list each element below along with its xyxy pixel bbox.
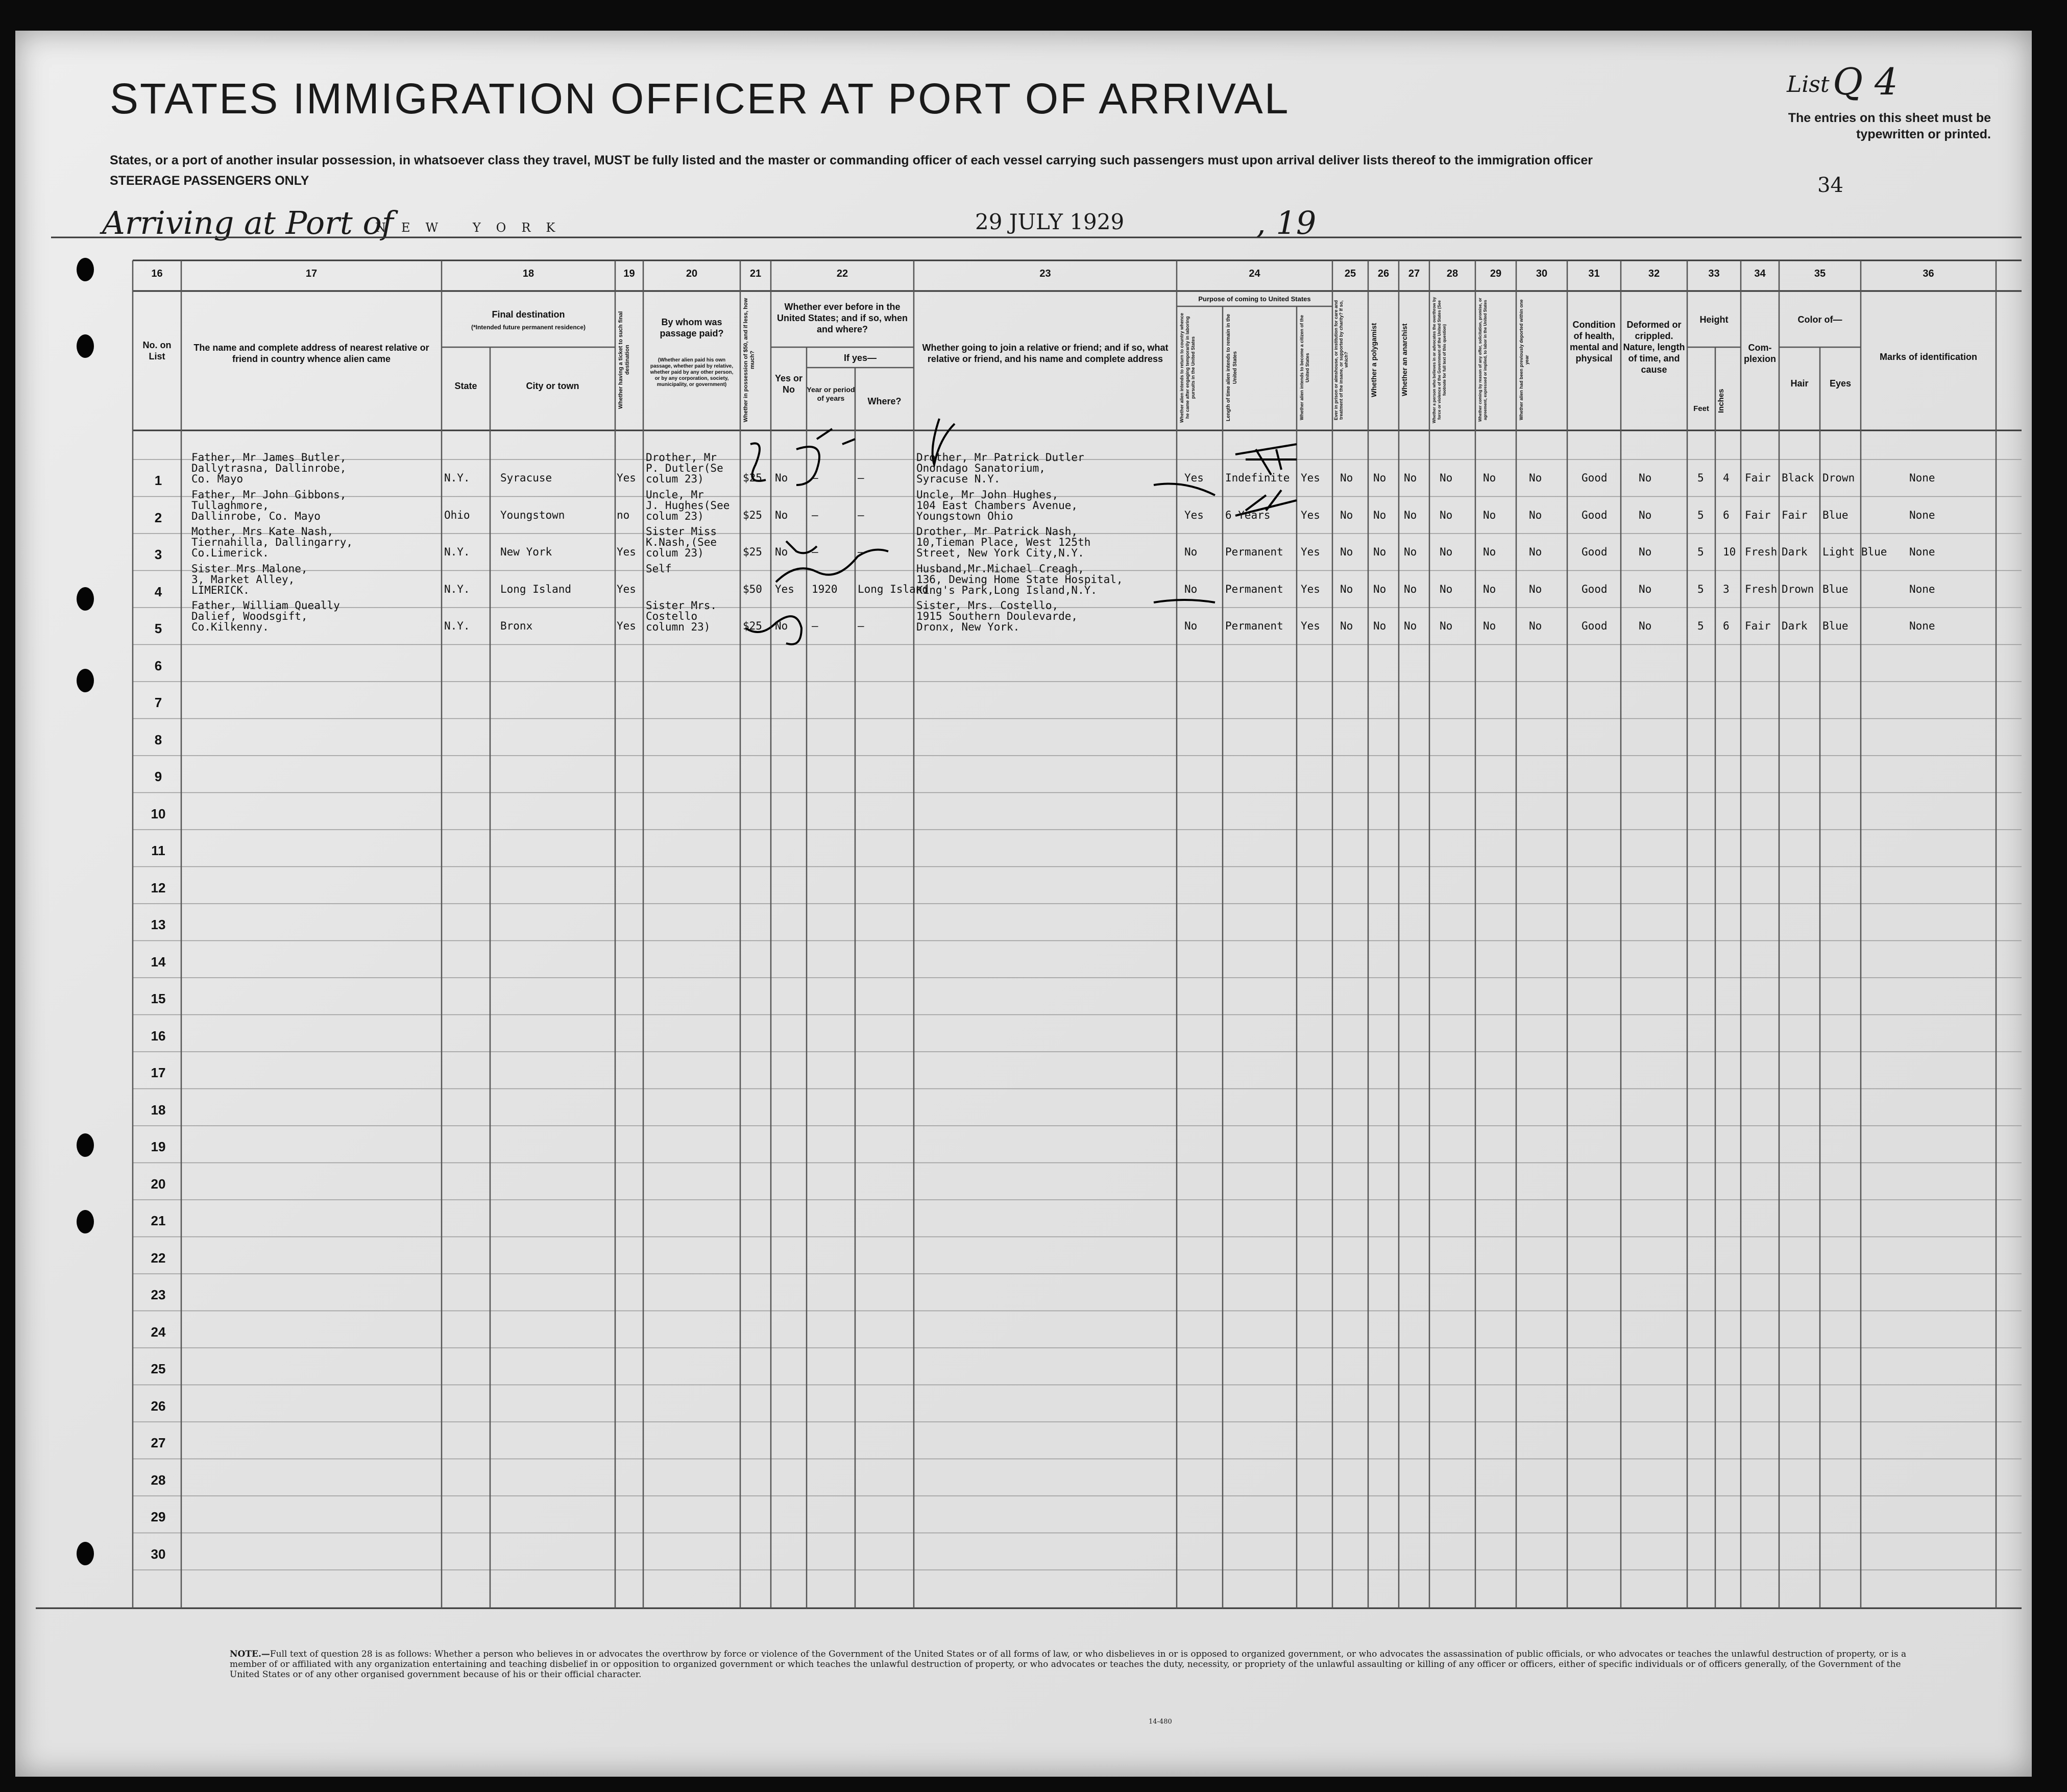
cell-relative: Co.Limerick. [191, 547, 269, 559]
handwritten-mark [776, 550, 888, 582]
cell-relative: Dallytrasna, Dallinrobe, [191, 462, 347, 474]
cell-before-where: — [858, 508, 864, 521]
header-state: State [454, 381, 477, 391]
cell-deported: No [1529, 546, 1542, 558]
form-title: STATES IMMIGRATION OFFICER AT PORT OF ARRIVAL [110, 75, 1290, 123]
cell-joining: Uncle, Mr John Hughes, [916, 488, 1059, 501]
cell-joining: Drother, Mr Patrick Dutler [916, 451, 1084, 464]
cell-inches: 10 [1723, 546, 1736, 558]
column-number: 32 [1648, 268, 1660, 279]
cell-marks: None [1909, 508, 1935, 521]
cell-hair: Black [1782, 472, 1814, 484]
cell-joining: Youngstown Ohio [916, 510, 1013, 522]
cell-deformed: No [1639, 583, 1652, 595]
cell-purpose-b: Permanent [1225, 620, 1283, 632]
header-passage-paid: By whom was passage paid? [660, 317, 724, 338]
footnote-text: Full text of question 28 is as follows: Whether a person who believes in or advocates the overthrow by force or violence of the Government of the United States or of all forms of law, or who disbelieves in or is opposed to organized government, or who advocates the assassination of public officials, or who advocates or teaches the unlawful destruction of property, or is a member of or affiliated with any organization entertaining and teaching disbelief in or opposition to organized government or which teaches the unlawful destruction of property, or who advocates or teaches the duty, necessity, or propriety of the unlawful assaulting or killing of any officer or officers, either of specific individuals or of officers generally, of the Government of the United States or of any other organised government because of his or their official character. [230, 1649, 1907, 1680]
cell-purpose-a: No [1184, 546, 1198, 558]
cell-feet: 5 [1697, 583, 1704, 595]
cell-joining: Dronx, New York. [916, 621, 1020, 633]
row-number: 28 [151, 1472, 166, 1488]
cell-eyes: Light Blue [1822, 546, 1887, 558]
cell-paid-by: Drother, Mr [646, 451, 717, 464]
row-number: 9 [154, 769, 162, 784]
cell-contract: No [1483, 546, 1496, 558]
cell-inches: 4 [1723, 472, 1730, 484]
header-city: City or town [526, 381, 579, 391]
row-number: 26 [151, 1398, 166, 1414]
cell-prison: No [1340, 583, 1353, 595]
header-ticket: Whether having a ticket to such final destination [618, 311, 630, 409]
cell-feet: 5 [1697, 620, 1704, 632]
row-number: 1 [154, 473, 162, 488]
cell-city: Bronx [500, 620, 533, 632]
cell-before: No [775, 508, 788, 521]
cell-citizen: Yes [1301, 508, 1320, 521]
header-anarchist: Whether an anarchist [1400, 323, 1408, 397]
cell-paid-by: J. Hughes(See [646, 499, 730, 512]
row-number: 20 [151, 1176, 166, 1192]
cell-before: Yes [775, 583, 794, 595]
column-number: 36 [1923, 268, 1934, 279]
cell-hair: Drown [1782, 583, 1814, 595]
row-number: 29 [151, 1509, 166, 1524]
header-purpose-a: Whether alien intends to return to country whence he came after engaging temporarily in laboring pursuits in the United States [1179, 312, 1196, 423]
cell-joining: Syracuse N.Y. [916, 473, 1001, 485]
header-citizen: Whether alien intends to become a citizen of the United States [1299, 314, 1310, 421]
row-number: 19 [151, 1139, 166, 1154]
cell-joining: 104 East Chambers Avenue, [916, 499, 1078, 512]
cell-before-where: — [858, 546, 864, 558]
cell-health: Good [1582, 583, 1608, 595]
cell-marks: None [1909, 620, 1935, 632]
cell-paid-by: Sister Miss [646, 525, 717, 538]
arrival-date: 29 JULY 1929 [975, 209, 1125, 234]
header-polygamist: Whether a polygamist [1370, 323, 1378, 397]
header-complexion: Com-plexion [1743, 343, 1776, 364]
cell-before: No [775, 620, 788, 632]
header-where: Where? [867, 396, 902, 406]
column-number: 18 [522, 268, 534, 279]
cell-health: Good [1582, 620, 1608, 632]
cell-citizen: Yes [1301, 546, 1320, 558]
header-purpose: Purpose of coming to United States [1198, 295, 1311, 303]
header-passage-paid-note: (Whether alien paid his own passage, whether paid by relative, whether paid by any other person, or by any corporation, society, municipality, or government) [650, 357, 734, 388]
cell-deformed: No [1639, 508, 1652, 521]
row-number: 5 [154, 621, 162, 636]
cell-before-where: — [858, 472, 864, 484]
row-number: 11 [151, 843, 165, 858]
cell-paid-by: K.Nash,(See [646, 536, 717, 548]
row-number: 4 [154, 584, 162, 599]
cell-money: $50 [743, 583, 762, 595]
header-inches: Inches [1717, 389, 1725, 413]
cell-feet: 5 [1697, 472, 1704, 484]
cell-joining: 1915 Southern Doulevarde, [916, 610, 1078, 622]
cell-eyes: Drown [1822, 472, 1855, 484]
cell-joining: King's Park,Long Island,N.Y. [916, 584, 1098, 596]
cell-inches: 6 [1723, 620, 1730, 632]
cell-relative: Father, Mr James Butler, [191, 451, 347, 464]
cell-joining: Street, New York City,N.Y. [916, 547, 1084, 559]
cell-before: No [775, 472, 788, 484]
cell-deformed: No [1639, 546, 1652, 558]
column-number: 20 [686, 268, 698, 279]
row-number: 2 [154, 510, 162, 525]
cell-relative: LIMERICK. [191, 584, 250, 596]
list-value: Q 4 [1833, 60, 1898, 103]
header-q28: Whether a person who believes in or advocates the overthrow by force or violence of the Government of the United States (See footnote for full text of this question) [1432, 297, 1447, 423]
row-number: 16 [151, 1028, 166, 1044]
cell-purpose-b: Permanent [1225, 546, 1283, 558]
cell-eyes: Blue [1822, 620, 1849, 632]
header-no-on-list: No. on List [142, 340, 172, 361]
column-number: 22 [836, 268, 848, 279]
cell-paid-by: Sister Mrs. [646, 599, 717, 612]
cell-anarchist: No [1404, 472, 1417, 484]
column-number: 28 [1446, 268, 1458, 279]
cell-health: Good [1582, 472, 1608, 484]
cell-ticket: no [617, 508, 630, 521]
cell-joining: Drother, Mr Patrick Nash, [916, 525, 1078, 538]
row-number: 17 [151, 1065, 166, 1080]
column-number: 31 [1588, 268, 1600, 279]
cell-state: N.Y. [444, 546, 470, 558]
cell-paid-by: Uncle, Mr [646, 488, 704, 501]
cell-state: N.Y. [444, 472, 470, 484]
cell-state: Ohio [444, 508, 470, 521]
cell-deported: No [1529, 472, 1542, 484]
row-number: 10 [151, 806, 166, 821]
header-prison: Ever in prison or almshouse, or institution for care and treatment of the insane, or supported by charity? If so, which? [1333, 300, 1349, 420]
cell-citizen: Yes [1301, 620, 1320, 632]
cell-money: $25 [743, 546, 762, 558]
cell-purpose-a: No [1184, 620, 1198, 632]
cell-anarchist: No [1404, 583, 1417, 595]
cell-polygamist: No [1373, 546, 1387, 558]
header-if-yes: If yes— [843, 353, 877, 363]
cell-polygamist: No [1373, 508, 1387, 521]
header-joining: Whether going to join a relative or friend; and if so, what relative or friend, and his name and complete address [922, 343, 1169, 364]
cell-paid-by: colum 23) [646, 547, 704, 559]
cell-relative: Dallinrobe, Co. Mayo [191, 510, 321, 522]
cell-ticket: Yes [617, 546, 636, 558]
cell-before-where: Long Island [858, 583, 929, 595]
cell-q28: No [1440, 546, 1453, 558]
cell-before-where: — [858, 620, 864, 632]
row-number: 15 [151, 991, 166, 1006]
cell-relative: 3, Market Alley, [191, 573, 295, 586]
cell-joining: Husband,Mr.Michael Creagh, [916, 562, 1084, 575]
header-height: Height [1699, 314, 1729, 325]
cell-anarchist: No [1404, 620, 1417, 632]
column-number: 24 [1249, 268, 1260, 279]
cell-paid-by: colum 23) [646, 473, 704, 485]
steerage-label: STEERAGE PASSENGERS ONLY [110, 174, 309, 188]
row-number: 18 [151, 1102, 166, 1118]
cell-city: Youngstown [500, 508, 565, 521]
cell-money: $25 [743, 508, 762, 521]
cell-ticket: Yes [617, 583, 636, 595]
cell-joining: Onondago Sanatorium, [916, 462, 1045, 474]
cell-purpose-a: No [1184, 583, 1198, 595]
page-number: 34 [1817, 174, 1843, 197]
cell-purpose-b: Permanent [1225, 583, 1283, 595]
footnote-label: NOTE.— [230, 1649, 270, 1659]
cell-complexion: Fresh [1745, 583, 1778, 595]
column-number: 26 [1377, 268, 1390, 279]
header-feet: Feet [1693, 404, 1709, 413]
cell-money: $25 [743, 620, 762, 632]
cell-before: No [775, 546, 788, 558]
list-label: List [1787, 71, 1830, 98]
cell-relative: Sister Mrs Malone, [191, 562, 308, 575]
cell-joining: Sister, Mrs. Costello, [916, 599, 1059, 612]
row-number: 12 [151, 880, 166, 895]
cell-purpose-b: Indefinite [1225, 472, 1290, 484]
cell-paid-by: Self [646, 562, 672, 575]
cell-marks: None [1909, 472, 1935, 484]
row-number: 3 [154, 547, 162, 562]
cell-health: Good [1582, 546, 1608, 558]
cell-eyes: Blue [1822, 508, 1849, 521]
header-condition: Condition of health, mental and physical [1569, 320, 1619, 364]
column-number: 16 [151, 268, 163, 279]
header-money: Whether in possession of $50, and if less, how much? [743, 298, 756, 422]
footnote [230, 1649, 1914, 1680]
cell-prison: No [1340, 546, 1353, 558]
arriving-label: Arriving at Port of [102, 204, 394, 241]
cell-relative: Tiernahilla, Dallingarry, [191, 536, 353, 548]
cell-prison: No [1340, 472, 1353, 484]
column-number: 25 [1344, 268, 1356, 279]
header-year-period: Year or period of years [807, 385, 855, 402]
cell-paid-by: colum 23) [646, 510, 704, 522]
cell-hair: Dark [1782, 620, 1808, 632]
cell-q28: No [1440, 508, 1453, 521]
header-eyes: Eyes [1829, 378, 1852, 389]
port-value: NEW YORK [375, 221, 571, 235]
cell-q28: No [1440, 620, 1453, 632]
cell-before-year: — [812, 620, 818, 632]
column-number: 30 [1536, 268, 1548, 279]
header-purpose-b: Length of time alien intends to remain in the United States [1226, 314, 1238, 422]
cell-relative: Co.Kilkenny. [191, 621, 269, 633]
header-color-of: Color of— [1797, 314, 1842, 325]
header-deformed: Deformed or crippled. Nature, length of time, and cause [1623, 320, 1685, 375]
cell-purpose-a: Yes [1184, 472, 1204, 484]
cell-paid-by: P. Dutler(Se [646, 462, 723, 474]
cell-citizen: Yes [1301, 472, 1320, 484]
cell-anarchist: No [1404, 508, 1417, 521]
cell-relative: Co. Mayo [191, 473, 244, 485]
row-number: 8 [154, 732, 162, 747]
cell-paid-by: column 23) [646, 621, 711, 633]
row-number: 24 [151, 1324, 166, 1340]
column-number: 34 [1754, 268, 1766, 279]
cell-marks: None [1909, 583, 1935, 595]
header-relative-home: The name and complete address of nearest relative or friend in country whence alien came [193, 343, 429, 364]
row-number: 30 [151, 1546, 166, 1562]
column-number: 21 [749, 268, 762, 279]
cell-eyes: Blue [1822, 583, 1849, 595]
cell-marks: None [1909, 546, 1935, 558]
cell-relative: Tullaghmore, [191, 499, 269, 512]
row-number: 14 [151, 954, 166, 970]
row-number: 7 [154, 695, 162, 710]
cell-prison: No [1340, 508, 1353, 521]
entries-note: The entries on this sheet must be typewritten or printed. [1788, 111, 1991, 141]
column-number: 27 [1408, 268, 1420, 279]
cell-complexion: Fresh [1745, 546, 1778, 558]
cell-prison: No [1340, 620, 1353, 632]
cell-health: Good [1582, 508, 1608, 521]
row-number: 13 [151, 917, 166, 932]
year-label: , 19 [1256, 204, 1317, 241]
cell-polygamist: No [1373, 620, 1387, 632]
column-number: 23 [1039, 268, 1051, 279]
cell-contract: No [1483, 508, 1496, 521]
cell-deported: No [1529, 508, 1542, 521]
cell-q28: No [1440, 472, 1453, 484]
header-final-destination: Final destination [492, 309, 565, 320]
cell-purpose-a: Yes [1184, 508, 1204, 521]
cell-relative: Father, Mr John Gibbons, [191, 488, 347, 501]
cell-complexion: Fair [1745, 472, 1771, 484]
cell-ticket: Yes [617, 472, 636, 484]
cell-q28: No [1440, 583, 1453, 595]
header-contract: Whether coming by reason of any offer, solicitation, promise, or agreement, expressed or implied, to labor in the United States [1478, 298, 1488, 422]
row-number: 22 [151, 1250, 166, 1266]
cell-city: New York [500, 546, 552, 558]
column-number: 17 [305, 268, 318, 279]
cell-contract: No [1483, 620, 1496, 632]
cell-relative: Dalief, Woodsgift, [191, 610, 308, 622]
cell-relative: Mother, Mrs Kate Nash, [191, 525, 334, 538]
cell-hair: Fair [1782, 508, 1808, 521]
cell-contract: No [1483, 583, 1496, 595]
cell-joining: 136, Dewing Home State Hospital, [916, 573, 1123, 586]
row-number: 25 [151, 1361, 166, 1376]
cell-polygamist: No [1373, 472, 1387, 484]
column-number: 33 [1708, 268, 1720, 279]
cell-money: $25 [743, 472, 762, 484]
handwritten-mark [796, 429, 855, 485]
row-number: 27 [151, 1435, 166, 1450]
cell-deformed: No [1639, 620, 1652, 632]
form-number: 14-480 [1149, 1718, 1172, 1726]
form-instructions: States, or a port of another insular possession, in whatsoever class they travel, MUST be fully listed and the master or commanding officer of each vessel carrying such passengers must upon arrival deliver lists thereof to the immigration officer [110, 153, 1593, 167]
cell-complexion: Fair [1745, 620, 1771, 632]
cell-deported: No [1529, 620, 1542, 632]
cell-deformed: No [1639, 472, 1652, 484]
cell-feet: 5 [1697, 508, 1704, 521]
header-marks: Marks of identification [1879, 352, 1978, 362]
cell-contract: No [1483, 472, 1496, 484]
cell-feet: 5 [1697, 546, 1704, 558]
cell-before-year: — [812, 508, 818, 521]
cell-hair: Dark [1782, 546, 1808, 558]
cell-inches: 6 [1723, 508, 1730, 521]
header-hair: Hair [1790, 378, 1809, 389]
cell-before-year: 1920 [812, 583, 838, 595]
cell-before-year: — [812, 546, 818, 558]
cell-citizen: Yes [1301, 583, 1320, 595]
header-yes-no: Yes or No [774, 373, 803, 395]
row-number: 6 [154, 658, 162, 673]
cell-before-year: — [812, 472, 818, 484]
cell-inches: 3 [1723, 583, 1730, 595]
cell-anarchist: No [1404, 546, 1417, 558]
cell-relative: Father, William Queally [191, 599, 340, 612]
row-number: 21 [151, 1213, 166, 1228]
column-number: 19 [623, 268, 635, 279]
cell-paid-by: Costello [646, 610, 698, 622]
cell-ticket: Yes [617, 620, 636, 632]
cell-polygamist: No [1373, 583, 1387, 595]
column-number: 29 [1490, 268, 1502, 279]
header-deported: Whether alien had been previously deported within one year [1519, 299, 1529, 421]
cell-joining: 10,Tieman Place, West 125th [916, 536, 1091, 548]
cell-city: Syracuse [500, 472, 552, 484]
cell-city: Long Island [500, 583, 572, 595]
header-final-destination-note: (*Intended future permanent residence) [471, 324, 586, 331]
header-ever-before: Whether ever before in the United States; and if so, when and where? [776, 302, 908, 334]
cell-complexion: Fair [1745, 508, 1771, 521]
column-number: 35 [1814, 268, 1826, 279]
row-number: 23 [151, 1287, 166, 1302]
cell-state: N.Y. [444, 583, 470, 595]
cell-purpose-b: 6 Years [1225, 508, 1271, 521]
cell-deported: No [1529, 583, 1542, 595]
cell-state: N.Y. [444, 620, 470, 632]
